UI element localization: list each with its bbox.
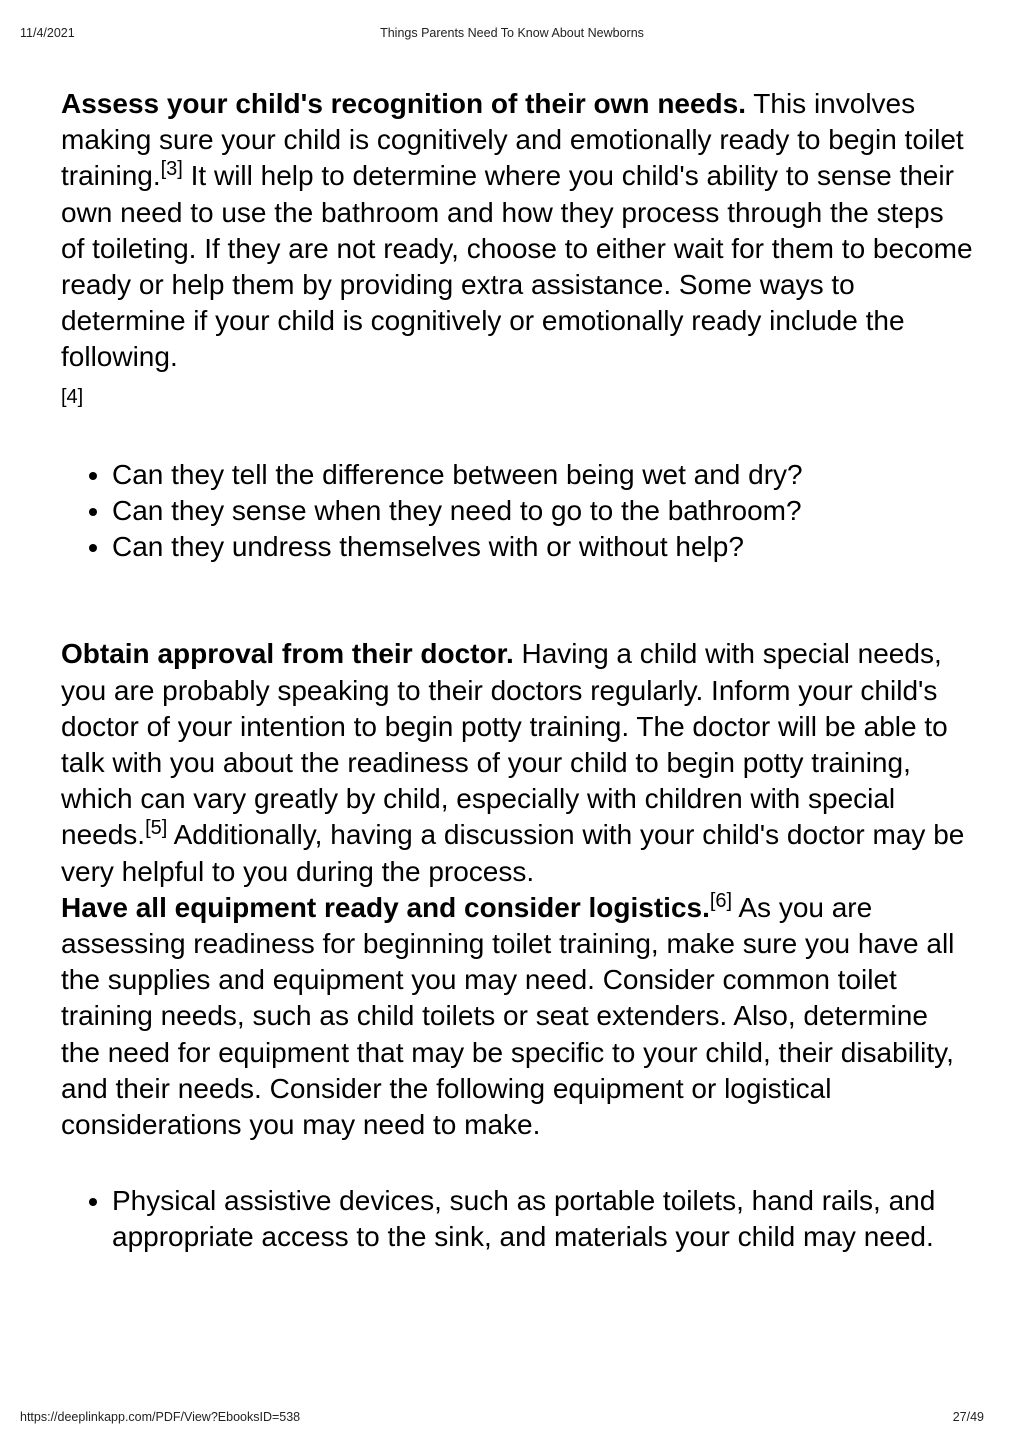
paragraph-assess-needs bbox=[61, 86, 973, 415]
heading-assess-needs: Assess your child's recognition of their own needs. bbox=[61, 88, 747, 119]
citation-ref[interactable]: [6] bbox=[709, 889, 733, 912]
list-item: • Can they tell the difference between being wet and dry? bbox=[112, 457, 973, 493]
paragraph-doctor-approval bbox=[61, 636, 973, 889]
paragraph-text: It will help to determine where you child's ability to sense their own need to use the bathroom and how they process through the steps of toileting. If they are not ready, choose to either wait for them to become ready or help them by providing extra assistance. Some ways to determine if your child is cognitively or emotionally ready include the following. bbox=[61, 160, 973, 373]
paragraph-text: Additionally, having a discussion with your child's doctor may be very helpful to you during the process. bbox=[61, 819, 965, 887]
document-body bbox=[61, 86, 973, 1256]
heading-doctor-approval: Obtain approval from their doctor. bbox=[61, 638, 514, 670]
heading-equipment: Have all equipment ready and consider logistics. bbox=[61, 891, 710, 923]
list-item: • Can they undress themselves with or without help? bbox=[112, 529, 973, 565]
citation-ref[interactable]: [3] bbox=[160, 158, 183, 181]
list-item: • Can they sense when they need to go to the bathroom? bbox=[112, 493, 973, 529]
list-item: • Physical assistive devices, such as portable toilets, hand rails, and appropriate access to the sink, and materials your child may need. bbox=[112, 1183, 973, 1255]
header-date: 11/4/2021 bbox=[20, 26, 75, 40]
paragraph-equipment bbox=[61, 890, 973, 1143]
paragraph-text: This involves making sure your child is cognitively and emotionally ready to begin toilet training. bbox=[61, 88, 964, 192]
citation-ref[interactable]: [5] bbox=[145, 817, 168, 840]
equipment-list bbox=[61, 1183, 973, 1255]
paragraph-text: As you are assessing readiness for beginning toilet training, make sure you have all the supplies and equipment you may need. Consider common toilet training needs, such as child toilets or seat extenders. Also, determine the need for equipment that may be specific to your child, their disability, and their needs. Consider the following equipment or logistical considerations you may need to make. bbox=[61, 891, 955, 1141]
citation-ref[interactable]: [4] bbox=[61, 385, 84, 408]
footer-url: https://deeplinkapp.com/PDF/View?EbooksID=538 bbox=[20, 1410, 301, 1424]
readiness-question-list bbox=[61, 457, 973, 566]
paragraph-text: Having a child with special needs, you are probably speaking to their doctors regularly. Inform your child's doctor of your intention to begin potty training. The doctor will be able to talk with you about the readiness of your child to begin potty training, which can vary greatly by child, especially with children with special needs. bbox=[61, 638, 948, 851]
header-title: Things Parents Need To Know About Newborns bbox=[380, 26, 644, 40]
footer-page-number: 27/49 bbox=[952, 1410, 984, 1424]
